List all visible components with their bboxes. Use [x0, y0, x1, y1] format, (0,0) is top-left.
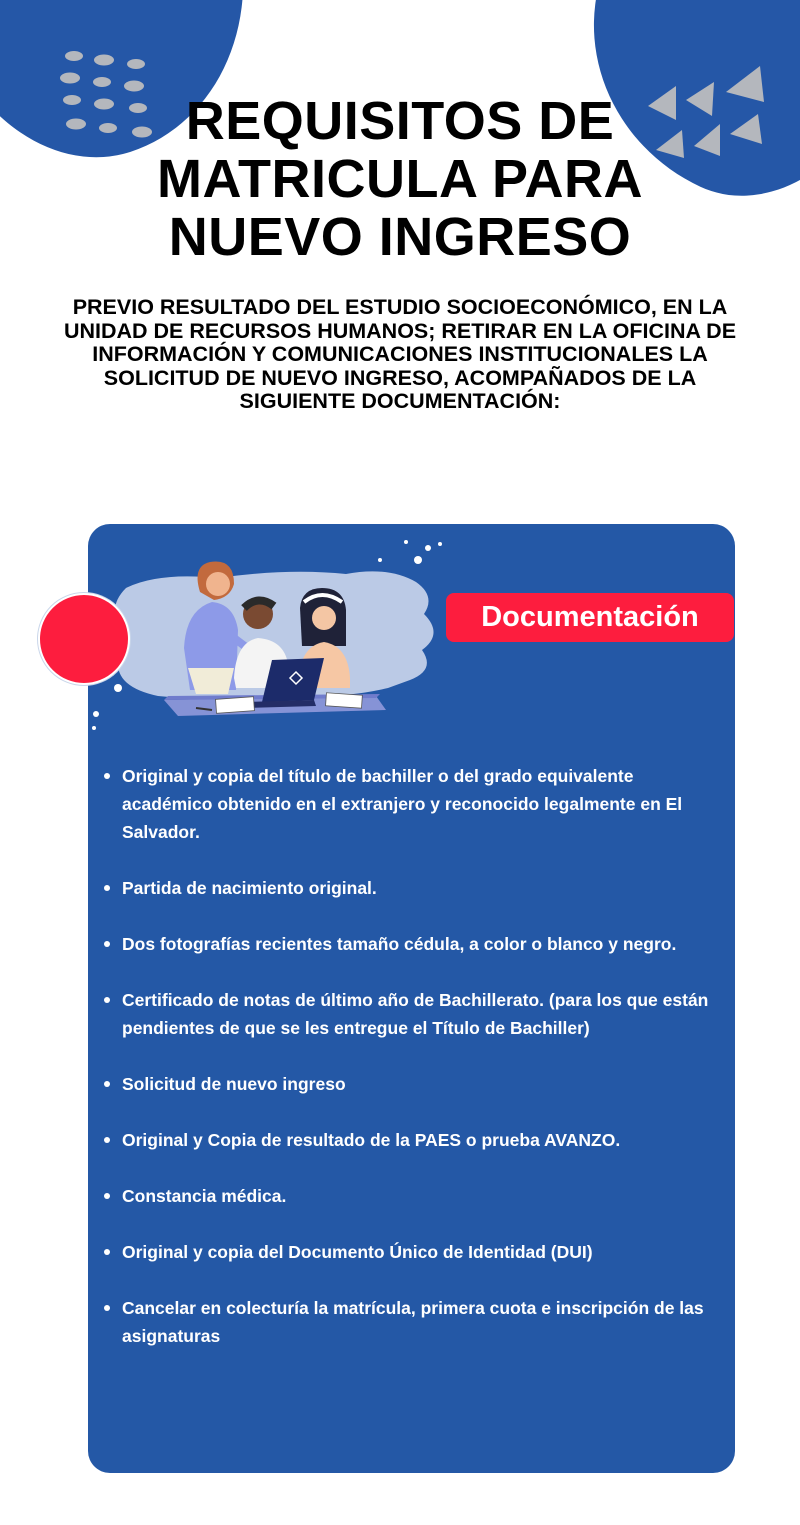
red-circle-accent: [38, 593, 130, 685]
intro-text: PREVIO RESULTADO DEL ESTUDIO SOCIOECONÓMICO, EN LA UNIDAD DE RECURSOS HUMANOS; RETIRAR EN LA OFICINA DE INFORMACIÓN Y COMUNICACIONES INSTITUCIONALES LA SOLICITUD DE NUEVO INGRESO, ACOMPAÑADOS DE LA SIGUIENTE DOCUMENTACIÓN:: [63, 295, 737, 413]
title-line: MATRICULA PARA: [157, 149, 643, 209]
list-item: Original y copia del título de bachiller o del grado equivalente académico obtenido en el extranjero y reconocido legalmente en El Salvador.: [103, 762, 723, 846]
list-item: Original y copia del Documento Único de Identidad (DUI): [103, 1238, 723, 1266]
list-item: Cancelar en colecturía la matrícula, primera cuota e inscripción de las asignaturas: [103, 1294, 723, 1350]
documentation-tag: Documentación: [446, 593, 734, 642]
list-item: Solicitud de nuevo ingreso: [103, 1070, 723, 1098]
page-title: [0, 92, 800, 266]
list-item: Original y Copia de resultado de la PAES o prueba AVANZO.: [103, 1126, 723, 1154]
students-laptop-illustration: [88, 538, 448, 738]
title-line: REQUISITOS DE: [185, 91, 615, 151]
list-item: Constancia médica.: [103, 1182, 723, 1210]
list-item: Certificado de notas de último año de Bachillerato. (para los que están pendientes de que se les entregue el Título de Bachiller): [103, 986, 723, 1042]
title-line: NUEVO INGRESO: [168, 207, 632, 267]
requirements-list: [103, 762, 723, 1378]
list-item: Dos fotografías recientes tamaño cédula, a color o blanco y negro.: [103, 930, 723, 958]
list-item: Partida de nacimiento original.: [103, 874, 723, 902]
